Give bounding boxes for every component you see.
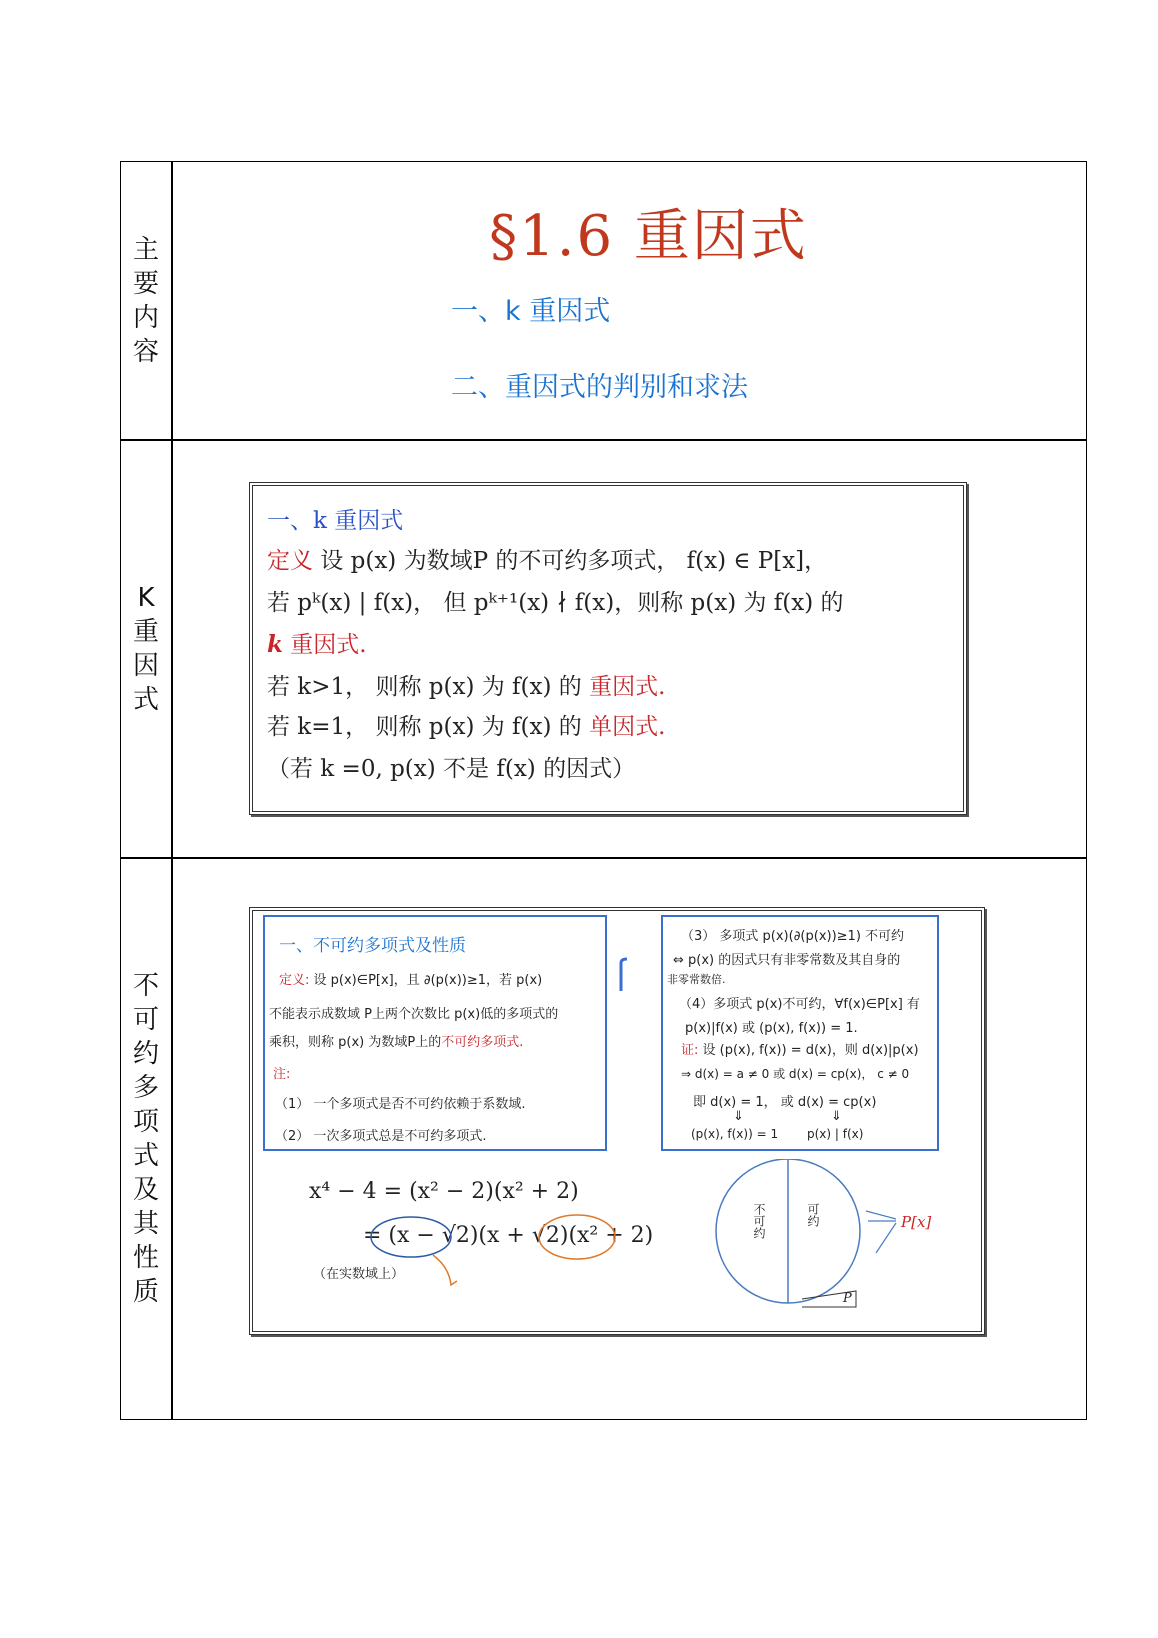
slide1-heading: 一、k 重因式 <box>267 508 404 534</box>
slide1-line6: （若 k =0, p(x) 不是 f(x) 的因式） <box>267 756 636 782</box>
simple-factor-term: 单因式. <box>589 714 666 740</box>
def-line3-text: 乘积，则称 p(x) 为数域P上的 <box>269 1035 442 1050</box>
def-text: 设 p(x)∈P[x]，且 ∂(p(x))≥1，若 p(x) <box>313 973 543 988</box>
definition-label: 定义 <box>267 548 313 574</box>
factor-formula-2: = (x − √2)(x + √2)(x² + 2) <box>363 1223 654 1248</box>
slide-k-factor <box>249 482 967 815</box>
note-1: （1） 一个多项式是否不可约依赖于系数域. <box>275 1097 526 1112</box>
properties-box <box>661 915 939 1151</box>
side-label-text: 不可约多项式及其性质 <box>132 971 159 1307</box>
k-symbol: k <box>267 631 283 658</box>
prop3-line3: 非零常数倍. <box>667 973 726 986</box>
note-label: 注: <box>273 1067 291 1082</box>
coprime-result: (p(x), f(x)) = 1 <box>691 1127 779 1141</box>
side-label-text: 主要内容 <box>132 234 159 367</box>
definition-box <box>263 915 607 1151</box>
polynomial-ring-label: P[x] <box>901 1213 932 1231</box>
reducible-region-label: 可约 <box>806 1203 820 1227</box>
prop4-line1: （4）多项式 p(x)不可约，∀f(x)∈P[x] 有 <box>679 997 920 1012</box>
set-diagram <box>708 1159 958 1309</box>
note-2: （2） 一次多项式总是不可约多项式. <box>275 1129 487 1144</box>
lesson-table <box>120 161 1087 1420</box>
slide1-line3 <box>267 626 367 659</box>
irreducible-region-label: 不可约 <box>752 1203 766 1239</box>
toc-item-2: 二、重因式的判别和求法 <box>451 372 748 403</box>
box-def-line1 <box>279 969 542 988</box>
line5-text: 若 k=1， 则称 p(x) 为 f(x) 的 <box>267 714 582 740</box>
arrow-down-left: ⇓ <box>733 1109 744 1124</box>
bracket-icon <box>615 955 635 995</box>
slide-irreducible <box>249 907 985 1335</box>
box-title: 一、不可约多项式及性质 <box>279 936 466 956</box>
proof-line3: 即 d(x) = 1， 或 d(x) = cp(x) <box>693 1095 877 1110</box>
slide1-line2: 若 pᵏ(x) | f(x)， 但 pᵏ⁺¹(x) ∤ f(x)，则称 p(x) 为 f(x) 的 <box>267 590 844 616</box>
multiple-factor-term: 重因式. <box>589 674 666 700</box>
field-label: P <box>843 1291 852 1306</box>
real-field-note: （在实数域上） <box>313 1267 405 1282</box>
toc-item-1: 一、k 重因式 <box>451 296 611 327</box>
factor-formula-1: x⁴ − 4 = (x² − 2)(x² + 2) <box>309 1179 579 1204</box>
proof-line2: ⇒ d(x) = a ≠ 0 或 d(x) = cp(x)， c ≠ 0 <box>681 1067 910 1081</box>
box-def-line2: 不能表示成数域 P上两个次数比 p(x)低的多项式的 <box>269 1007 559 1022</box>
proof-text: 设 (p(x), f(x)) = d(x)，则 d(x)|p(x) <box>702 1043 919 1058</box>
irreducible-term: 不可约多项式. <box>441 1035 524 1050</box>
proof-label: 证: <box>681 1043 699 1058</box>
slide1-line5 <box>267 708 665 741</box>
annotation-marks <box>363 1211 623 1291</box>
page-title: §1.6 重因式 <box>489 204 808 269</box>
proof-line1 <box>681 1039 919 1058</box>
slide1-definition <box>267 542 827 575</box>
side-label-irreducible <box>121 859 171 1419</box>
divides-result: p(x) | f(x) <box>807 1127 864 1141</box>
slide1-line4 <box>267 668 665 701</box>
side-label-text: K重因式 <box>132 583 159 715</box>
prop3-line2: ⇔ p(x) 的因式只有非零常数及其自身的 <box>673 953 901 968</box>
side-label-k-factor <box>121 441 171 857</box>
prop4-line2: p(x)|f(x) 或 (p(x), f(x)) = 1. <box>685 1021 858 1036</box>
line4-text: 若 k>1， 则称 p(x) 为 f(x) 的 <box>267 674 582 700</box>
def-label: 定义: <box>279 973 310 988</box>
k-factor-term: 重因式. <box>290 632 367 658</box>
box-def-line3 <box>269 1031 523 1050</box>
arrow-down-right: ⇓ <box>831 1109 842 1124</box>
definition-text: 设 p(x) 为数域P 的不可约多项式， f(x) ∈ P[x]， <box>320 548 828 574</box>
prop3-line1: （3） 多项式 p(x)(∂(p(x))≥1) 不可约 <box>681 929 905 944</box>
